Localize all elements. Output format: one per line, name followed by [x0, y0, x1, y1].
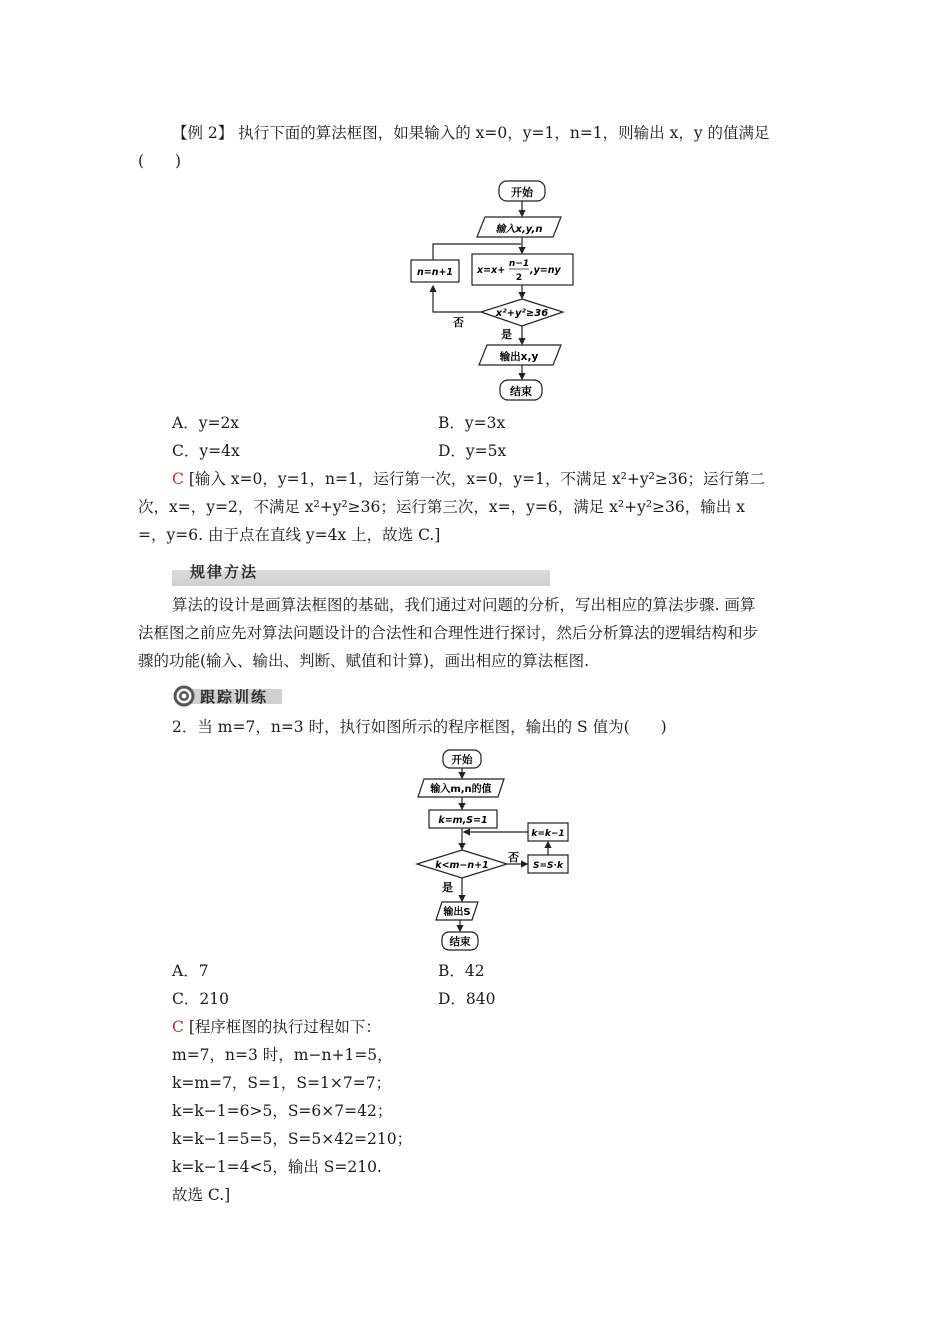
example-header: 【例 2】 执行下面的算法框图，如果输入的 x=0，y=1，n=1，则输出 x，y 的值满足: [172, 124, 770, 142]
solution-line: m=7，n=3 时，m−n+1=5，: [172, 1046, 393, 1064]
option-b: B．42: [438, 962, 485, 980]
solution-line: k=k−1=4<5，输出 S=210.: [172, 1158, 382, 1176]
solution-line: [程序框图的执行过程如下：: [188, 1018, 381, 1036]
yes-label: 是: [442, 881, 453, 894]
option-d: D．y=5x: [438, 442, 507, 460]
no-label: 否: [508, 851, 519, 864]
start-label: 开始: [511, 186, 533, 199]
option-c: C．210: [172, 990, 229, 1008]
solution-line: k=k−1=5=5，S=5×42=210；: [172, 1130, 413, 1148]
training-title: 跟踪训练: [200, 688, 269, 706]
no-label: 否: [453, 316, 464, 329]
output-label: 输出x,y: [499, 351, 539, 363]
yes-label: 是: [501, 328, 512, 341]
process-label-a: x=x+: [477, 265, 506, 276]
mult-label: S=S·k: [533, 861, 563, 871]
training-header: [172, 684, 284, 706]
end-label: 结束: [510, 385, 532, 398]
option-d: D．840: [438, 990, 496, 1008]
loop-label: n=n+1: [416, 267, 454, 278]
dec-label: k=k−1: [531, 829, 565, 839]
answer-paren: ( ): [138, 152, 182, 170]
start-label: 开始: [451, 754, 473, 766]
method-text: 骤的功能(输入、输出、判断、赋值和计算)，画出相应的算法框图.: [138, 652, 590, 670]
input-label: 输入x,y,n: [495, 224, 543, 235]
input-label: 输入m,n的值: [430, 784, 492, 795]
flowchart-1: [405, 178, 575, 404]
output-label: 输出S: [443, 907, 471, 918]
target-icon: [172, 684, 196, 708]
fraction-denominator: 2: [515, 273, 523, 283]
method-title: 规律方法: [190, 563, 259, 581]
solution-line: [输入 x=0，y=1，n=1，运行第一次，x=0，y=1，不满足 x²+y²≥36；运行第二: [188, 470, 766, 488]
method-text: 算法的设计是画算法框图的基础，我们通过对问题的分析，写出相应的算法步骤. 画算: [172, 596, 756, 614]
init-label: k=m,S=1: [438, 815, 488, 826]
answer-letter: C: [172, 1018, 184, 1036]
training-question: 2．当 m=7，n=3 时，执行如图所示的程序框图，输出的 S 值为( ): [172, 718, 667, 736]
option-c: C．y=4x: [172, 442, 240, 460]
solution-line: 次，x=，y=2，不满足 x²+y²≥36；运行第三次，x=，y=6，满足 x²+y²≥36，输出 x: [138, 498, 745, 516]
option-b: B．y=3x: [438, 414, 506, 432]
solution-line: 故选 C.]: [172, 1186, 231, 1204]
process-label-b: ,y=ny: [530, 265, 561, 276]
method-text: 法框图之前应先对算法问题设计的合法性和合理性进行探讨，然后分析算法的逻辑结构和步: [138, 624, 759, 642]
condition-label: x²+y²≥36: [495, 308, 549, 319]
option-a: A．y=2x: [172, 414, 240, 432]
option-a: A．7: [172, 962, 209, 980]
solution-line: k=m=7，S=1，S=1×7=7；: [172, 1074, 392, 1092]
fraction-numerator: n−1: [508, 259, 530, 269]
condition-label: k<m−n+1: [435, 860, 489, 871]
answer-letter: C: [172, 470, 184, 488]
solution-line: k=k−1=6>5，S=6×7=42；: [172, 1102, 393, 1120]
solution-line: =，y=6. 由于点在直线 y=4x 上，故选 C.]: [138, 526, 441, 544]
end-label: 结束: [449, 936, 471, 948]
flowchart-2: [412, 746, 577, 956]
